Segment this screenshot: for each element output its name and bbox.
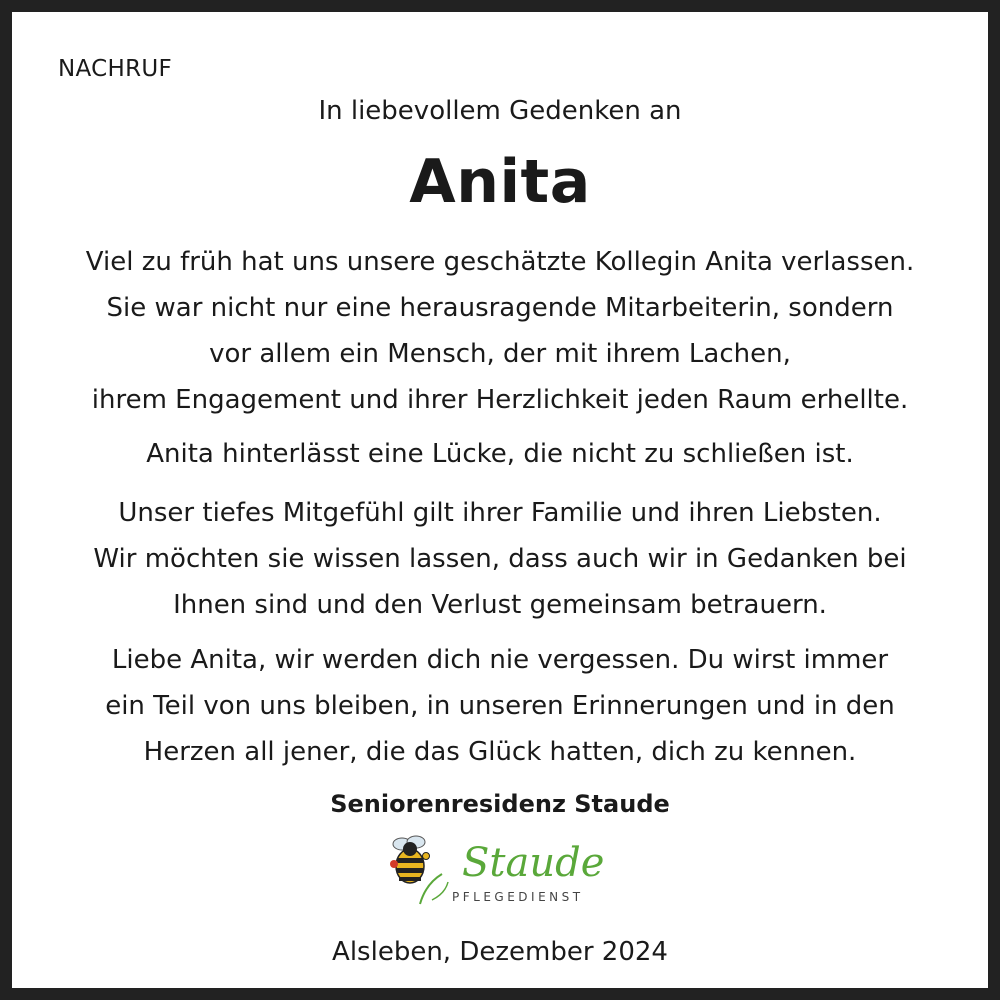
logo-wordmark: Staude — [462, 840, 605, 886]
paragraph-condolence — [12, 490, 988, 628]
paragraph-farewell — [12, 637, 988, 775]
paragraph-tribute — [12, 239, 988, 423]
notice-type-label: NACHRUF — [58, 56, 173, 82]
staude-logo — [380, 830, 650, 910]
paragraph-line: Viel zu früh hat uns unsere geschätzte Kollegin Anita verlassen. — [85, 247, 915, 277]
paragraph-line: Wir möchten sie wissen lassen, dass auch wir in Gedanken bei — [93, 544, 907, 574]
paragraph-line: Ihnen sind und den Verlust gemeinsam betrauern. — [173, 590, 827, 620]
signer-name: Seniorenresidenz Staude — [330, 790, 670, 818]
logo-subline: PFLEGEDIENST — [452, 890, 584, 904]
bee-flower-icon — [390, 836, 448, 904]
paragraph-loss — [12, 431, 988, 477]
paragraph-line: Unser tiefes Mitgefühl gilt ihrer Familie und ihren Liebsten. — [118, 498, 882, 528]
paragraph-line: vor allem ein Mensch, der mit ihrem Lachen, — [209, 339, 791, 369]
intro-line: In liebevollem Gedenken an — [318, 96, 682, 126]
paragraph-line: ihrem Engagement und ihrer Herzlichkeit jeden Raum erhellte. — [91, 385, 909, 415]
paragraph-line: Herzen all jener, die das Glück hatten, dich zu kennen. — [143, 737, 857, 767]
paragraph-line: Sie war nicht nur eine herausragende Mitarbeiterin, sondern — [106, 293, 894, 323]
deceased-name: Anita — [409, 147, 591, 217]
paragraph-line: Liebe Anita, wir werden dich nie vergessen. Du wirst immer — [111, 645, 889, 675]
paragraph-line: Anita hinterlässt eine Lücke, die nicht zu schließen ist. — [146, 439, 854, 469]
place-and-date: Alsleben, Dezember 2024 — [332, 937, 668, 967]
paragraph-line: ein Teil von uns bleiben, in unseren Erinnerungen und in den — [105, 691, 895, 721]
